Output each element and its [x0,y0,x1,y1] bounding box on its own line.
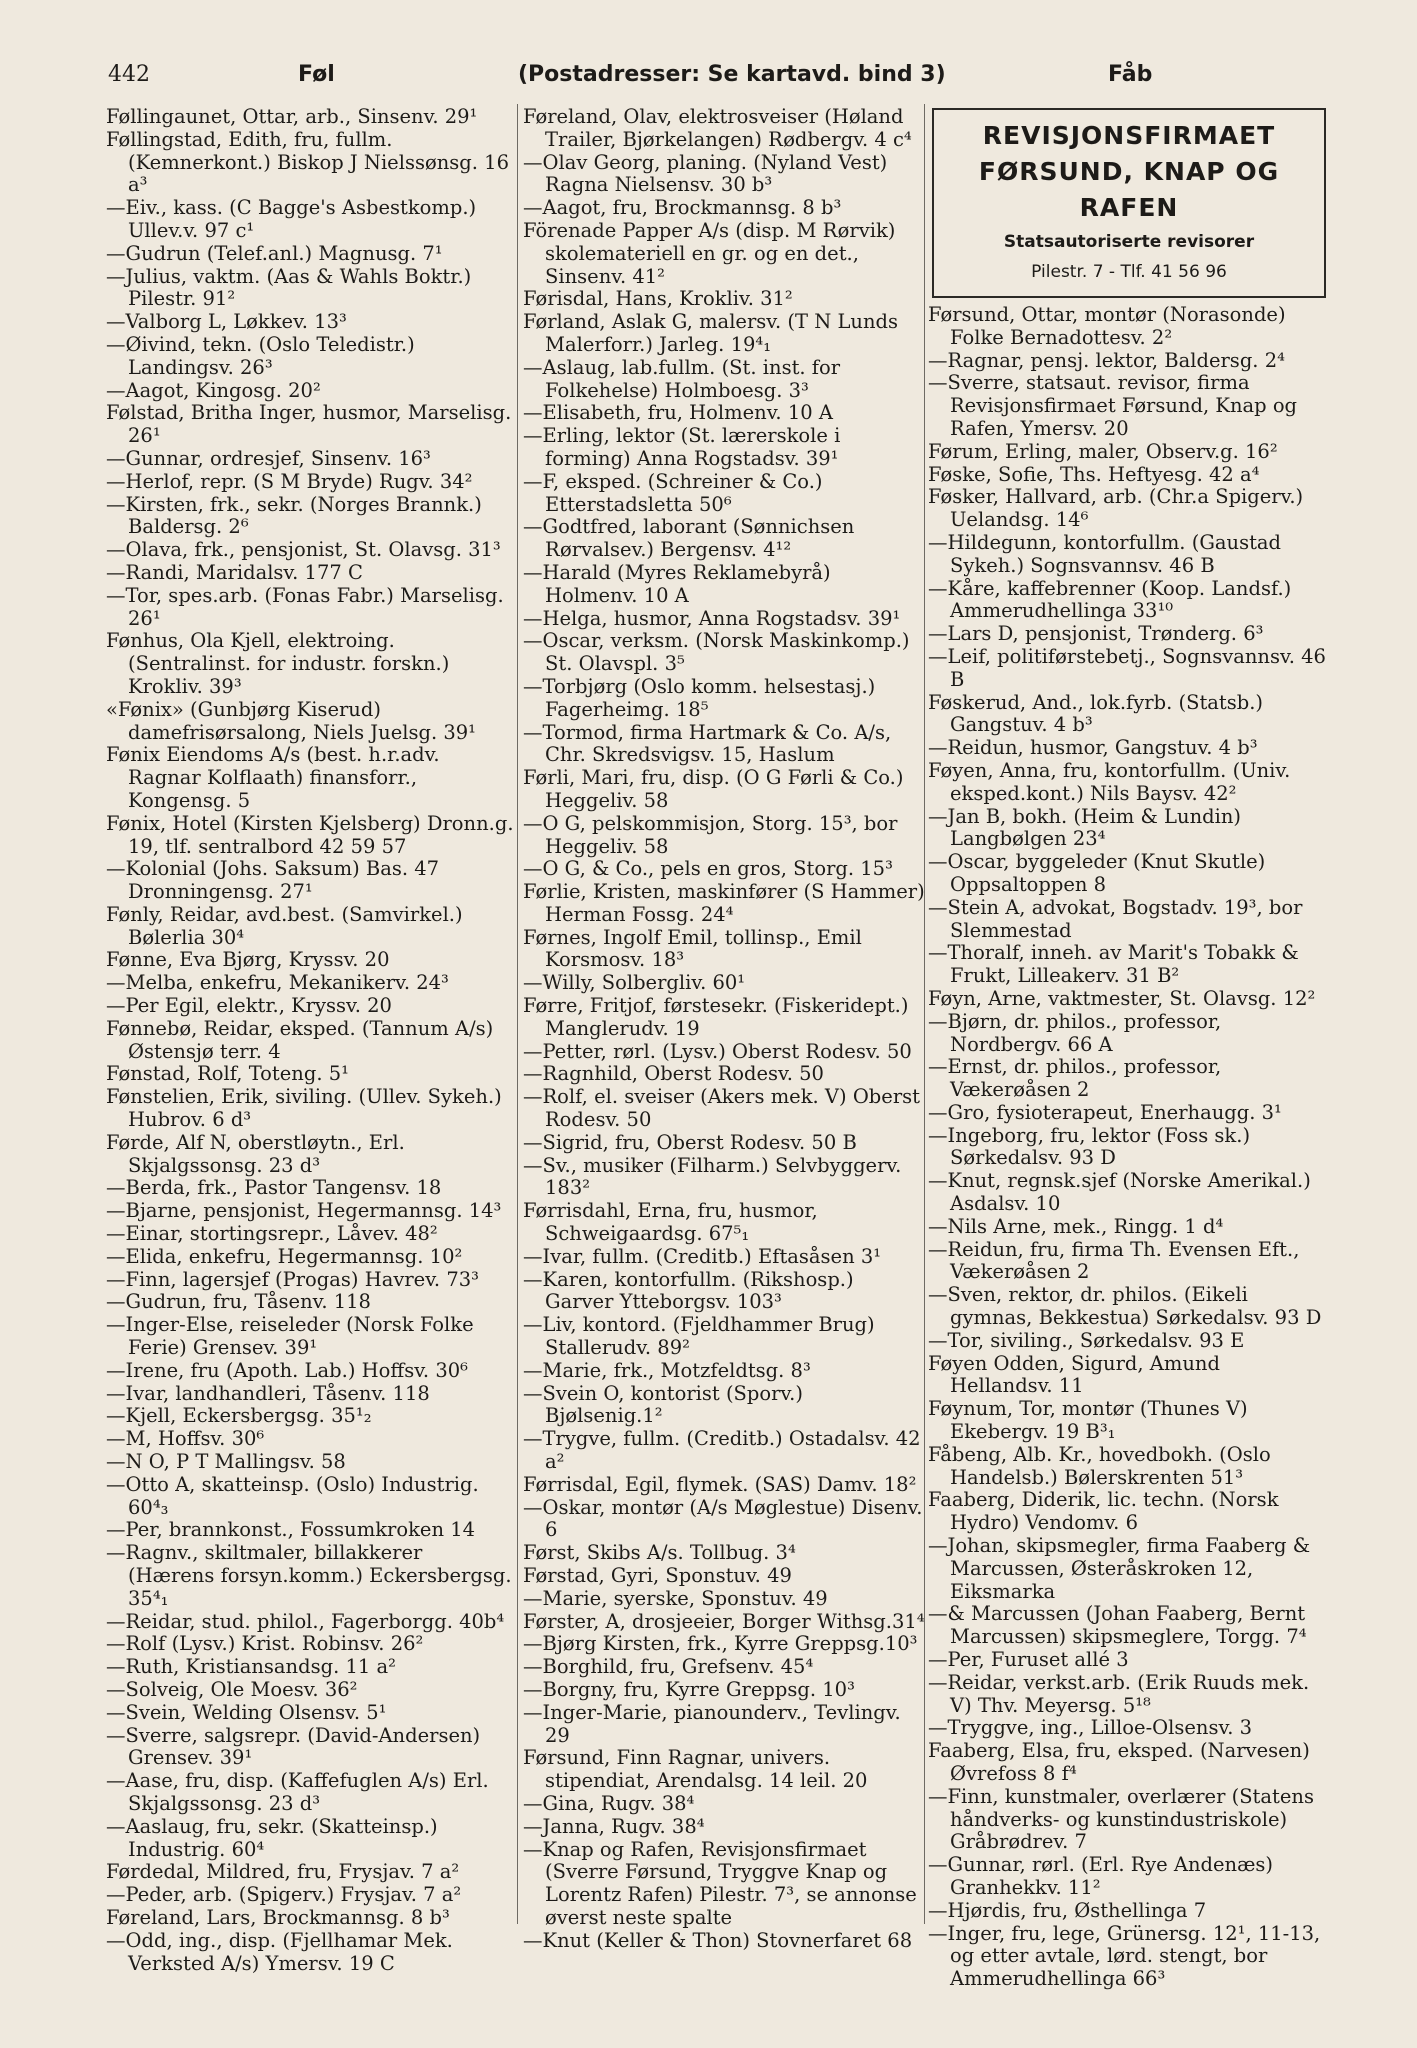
directory-entry: —Valborg L, Løkkev. 13³ [106,310,347,334]
directory-entry: —Rolf, el. sveiser (Akers mek. V) Oberst Rodesv. 50 [523,1085,920,1132]
directory-entry: Fønix, Hotel (Kirsten Kjelsberg) Dronn.g. 19, tlf. sentralbord 42 59 57 [106,811,514,858]
directory-entry: —Gunnar, rørl. (Erl. Rye Andenæs) Granhekkv. 11² [928,1853,1274,1899]
directory-entry: Fønnebø, Reidar, eksped. (Tannum A/s) Østensjø terr. 4 [106,1016,494,1063]
directory-entry: —Reidar, verkst.arb. (Erik Ruuds mek. V) Thv. Meyersg. 5¹⁸ [928,1670,1310,1717]
directory-entry: Fønne, Eva Bjørg, Kryssv. 20 [106,948,390,972]
directory-entry: Førli, Mari, fru, disp. (O G Førli & Co.) Heggeliv. 58 [523,766,904,812]
directory-entry: —Aagot, Kingosg. 20² [106,378,321,402]
directory-entry: Fønly, Reidar, avd.best. (Samvirkel.) Bølerlia 30⁴ [106,902,463,949]
directory-entry: Førre, Fritjof, førstesekr. (Fiskeridept.) Manglerudv. 19 [523,994,909,1040]
directory-entry: Førlie, Kristen, maskinfører (S Hammer) Herman Fossg. 24⁴ [523,880,925,926]
directory-entry: —Finn, kunstmaler, overlærer (Statens håndverks- og kunstindustriskole) Gråbrødrev. 7 [928,1784,1314,1854]
directory-entry: Fønix Eiendoms A/s (best. h.r.adv. Ragnar Kolflaath) finansforr., Kongensg. 5 [106,743,440,812]
directory-entry: Føllingstad, Edith, fru, fullm. (Kemnerkont.) Biskop J Nielssønsg. 16 a³ [106,127,509,197]
directory-entry: —Ingeborg, fru, lektor (Foss sk.) Sørkedalsv. 93 D [928,1123,1251,1170]
directory-entry: —Janna, Rugv. 38⁴ [523,1814,705,1838]
directory-entry: —Einar, stortingsrepr., Låvev. 48² [106,1222,438,1246]
directory-entry: —O G, & Co., pels en gros, Storg. 15³ [523,857,893,881]
directory-entry: Førsund, Finn Ragnar, univers. stipendiat, Arendalsg. 14 leil. 20 [523,1746,868,1793]
directory-entry: —Eiv., kass. (C Bagge's Asbestkomp.) Ullev.v. 97 c¹ [106,196,477,242]
directory-entry: —Peder, arb. (Spigerv.) Frysjav. 7 a² [106,1883,462,1907]
directory-entry: —Ivar, fullm. (Creditb.) Eftasåsen 3¹ [523,1244,882,1268]
directory-entry: —Knap og Rafen, Revisjonsfirmaet (Sverre Førsund, Tryggve Knap og Lorentz Rafen) Pilestr. 7³, se annonse øverst neste spalte [523,1837,917,1929]
directory-entry: —Tor, siviling., Sørkedalsv. 93 E [928,1328,1245,1352]
page-number: 442 [108,62,150,87]
directory-entry: —Godtfred, laborant (Sønnichsen Rørvalsev.) Bergensv. 4¹² [523,515,855,562]
directory-entry: Fønstad, Rolf, Toteng. 5¹ [106,1062,349,1086]
directory-entry: Førum, Erling, maler, Observ.g. 16² [928,439,1278,463]
directory-entry: —Julius, vaktm. (Aas & Wahls Boktr.) Pilestr. 91² [106,264,472,311]
directory-entry: —Oscar, verksm. (Norsk Maskinkomp.) St. Olavspl. 3⁵ [523,629,910,676]
directory-entry: —Kåre, kaffebrenner (Koop. Landsf.) Ammerudhellinga 33¹⁰ [928,576,1292,623]
directory-entry: —Lars D, pensjonist, Trønderg. 6³ [928,622,1264,646]
directory-entry: —Leif, politiførstebetj., Sognsvannsv. 46 B [928,644,1326,691]
directory-entry: —Liv, kontord. (Fjeldhammer Brug) Stallerudv. 89² [523,1313,875,1360]
directory-entry: —Johan, skipsmegler, firma Faaberg & Marcussen, Østeråskroken 12, Eiksmarka [928,1534,1311,1603]
directory-entry: Førrisdal, Egil, flymek. (SAS) Damv. 18² [523,1472,917,1496]
directory-entry: —Finn, lagersjef (Progas) Havrev. 73³ [106,1267,479,1291]
directory-entry: —Bjørn, dr. philos., professor, Nordbergv. 66 A [928,1009,1222,1056]
directory-entry: —Jan B, bokh. (Heim & Lundin) Langbølgen 23⁴ [928,804,1242,851]
directory-entry: Førster, A, drosjeeier, Borger Withsg.31⁴ [523,1609,925,1633]
directory-entry: —F, eksped. (Schreiner & Co.) Etterstadsletta 50⁶ [523,469,823,516]
ad-firm-name: FØRSUND, KNAP OG RAFEN [978,157,1280,222]
directory-entry: —Tor, spes.arb. (Fonas Fabr.) Marselisg. 26¹ [106,583,504,630]
directory-entry: —Nils Arne, mek., Ringg. 1 d⁴ [928,1214,1224,1238]
advertisement-box [932,108,1326,298]
directory-entry: —Per Egil, elektr., Kryssv. 20 [106,994,392,1018]
directory-entry: —Thoralf, inneh. av Marit's Tobakk & Frukt, Lilleakerv. 31 B² [928,941,1299,988]
directory-entry: —Kirsten, frk., sekr. (Norges Brannk.) Baldersg. 2⁶ [106,492,482,539]
directory-entry: Fønhus, Ola Kjell, elektroing. (Sentralinst. for industr. forskn.) Krokliv. 39³ [106,629,450,698]
directory-entry: —Ragnar, pensj. lektor, Baldersg. 2⁴ [928,348,1285,372]
directory-entry: —Sverre, statsaut. revisor, firma Revisjonsfirmaet Førsund, Knap og Rafen, Ymersv. 20 [928,371,1298,440]
directory-entry: Føsker, Hallvard, arb. (Chr.a Spigerv.) Uelandsg. 14⁶ [928,485,1304,532]
directory-entry: —Ivar, landhandleri, Tåsenv. 118 [106,1381,430,1405]
directory-entry: Førdedal, Mildred, fru, Frysjav. 7 a² [106,1860,460,1884]
header-center-text: (Postadresser: Se kartavd. bind 3) [518,62,946,87]
ad-subtitle: Statsautoriserte revisorer [1003,232,1255,252]
directory-entry: —Sverre, salgsrepr. (David-Andersen) Grensev. 39¹ [106,1723,481,1770]
directory-entry: —Aagot, fru, Brockmannsg. 8 b³ [523,196,842,220]
directory-entry: Førrisdahl, Erna, fru, husmor, Schweigaardsg. 67⁵₁ [523,1199,818,1246]
directory-entry: —Kolonial (Johs. Saksum) Bas. 47 Dronningensg. 27¹ [106,857,440,904]
directory-entry: —Ruth, Kristiansandsg. 11 a² [106,1655,396,1679]
directory-entry: «Fønix» (Gunbjørg Kiserud) damefrisørsalong, Niels Juelsg. 39¹ [106,697,476,744]
directory-entry: —Stein A, advokat, Bogstadv. 19³, bor Slemmestad [928,895,1303,942]
directory-entry: —Sigrid, fru, Oberst Rodesv. 50 B [523,1130,857,1154]
directory-entry: —Olava, frk., pensjonist, St. Olavsg. 31³ [106,538,501,562]
directory-entry: —Svein O, kontorist (Sporv.) Bjølsenig.1² [523,1381,803,1428]
directory-entry: Førde, Alf N, oberstløytn., Erl. Skjalgssonsg. 23 d³ [106,1130,405,1177]
directory-entry: —Erling, lektor (St. lærerskole i forming) Anna Rogstadsv. 39¹ [523,424,841,470]
directory-entry: —Inger-Marie, pianounderv., Tevlingv. 29 [523,1700,901,1747]
directory-entry: Faaberg, Elsa, fru, eksped. (Narvesen) Øvrefoss 8 f⁴ [928,1739,1310,1785]
ad-contact: Pilestr. 7 - Tlf. 41 56 96 [1031,262,1227,282]
directory-entry: —Tormod, firma Hartmark & Co. A/s, Chr. Skredsvigsv. 15, Haslum [523,720,892,767]
directory-entry: Førsund, Ottar, montør (Norasonde) Folke Bernadottesv. 2² [928,303,1286,349]
directory-entry: —Ernst, dr. philos., professor, Vækerøåsen 2 [928,1055,1222,1102]
directory-entry: Førland, Aslak G, malersv. (T N Lunds Malerforr.) Jarleg. 19⁴₁ [523,310,899,356]
directory-entry: —Marie, frk., Motzfeldtsg. 8³ [523,1358,811,1382]
directory-entry: —Herlof, repr. (S M Bryde) Rugv. 34² [106,469,473,493]
directory-entry: —Øivind, tekn. (Oslo Teledistr.) Landingsv. 26³ [106,332,415,379]
header-right-word: Fåb [1108,62,1153,87]
directory-entry: —Trygve, fullm. (Creditb.) Ostadalsv. 42 a² [523,1427,921,1474]
directory-entry: Førstad, Gyri, Sponstuv. 49 [523,1564,792,1587]
directory-entry: Fønstelien, Erik, siviling. (Ullev. Sykeh.) Hubrov. 6 d³ [106,1085,502,1132]
directory-entry: —Marie, syerske, Sponstuv. 49 [523,1586,828,1610]
directory-entry: —Berda, frk., Pastor Tangensv. 18 [106,1176,442,1200]
directory-column-1 [106,106,514,1975]
directory-entry: —Sv., musiker (Filharm.) Selvbyggerv. 183² [523,1153,902,1200]
directory-entry: Faaberg, Diderik, lic. techn. (Norsk Hydro) Vendomv. 6 [928,1488,1279,1535]
directory-entry: —M, Hoffsv. 30⁶ [106,1427,265,1451]
directory-entry: —Borghild, fru, Grefsenv. 45⁴ [523,1655,814,1679]
directory-entry: —O G, pelskommisjon, Storg. 15³, bor Heggeliv. 58 [523,811,898,858]
directory-entry: —Sven, rektor, dr. philos. (Eikeli gymnas, Bekkestua) Sørkedalsv. 93 D [928,1283,1322,1330]
header-left-word: Føl [298,62,335,87]
directory-entry: Føyn, Arne, vaktmester, St. Olavsg. 12² [928,986,1316,1010]
column-divider [517,104,518,1924]
directory-entry: —Hildegunn, kontorfullm. (Gaustad Sykeh.) Sognsvannsv. 46 B [928,530,1282,577]
directory-entry: —Petter, rørl. (Lysv.) Oberst Rodesv. 50 [523,1039,912,1063]
directory-entry: Føreland, Lars, Brockmannsg. 8 b³ [106,1905,450,1929]
directory-entry: Føyen Odden, Sigurd, Amund Hellandsv. 11 [928,1351,1220,1398]
directory-entry: —Helga, husmor, Anna Rogstadsv. 39¹ [523,606,901,630]
directory-entry: —Kjell, Eckersbergsg. 35¹₂ [106,1404,372,1428]
directory-entry: —Harald (Myres Reklamebyrå) Holmenv. 10 A [523,560,831,607]
directory-entry: —Per, Furuset allé 3 [928,1648,1129,1672]
directory-entry: Førnes, Ingolf Emil, tollinsp., Emil Korsmosv. 18³ [523,925,862,972]
directory-entry: —Reidun, husmor, Gangstuv. 4 b³ [928,736,1258,760]
directory-entry: —N O, P T Mallingsv. 58 [106,1450,346,1474]
directory-entry: —Reidun, fru, firma Th. Evensen Eft., Vækerøåsen 2 [928,1237,1300,1284]
directory-entry: —Gina, Rugv. 38⁴ [523,1791,695,1815]
directory-entry: Fåbeng, Alb. Kr., hovedbokh. (Oslo Handelsb.) Bølerskrenten 51³ [928,1442,1271,1489]
directory-column-3 [928,108,1326,1991]
directory-column-3-entries [928,304,1326,1991]
directory-entry: —Inger, fru, lege, Grünersg. 12¹, 11-13, og etter avtale, lørd. stengt, bor Ammerudhellinga 66³ [928,1921,1321,1991]
directory-entry: —Elida, enkefru, Hegermannsg. 10² [106,1244,463,1268]
directory-entry: Føreland, Olav, elektrosveiser (Høland Trailer, Bjørkelangen) Rødbergv. 4 c⁴ [523,105,912,151]
directory-entry: —Tryggve, ing., Lilloe-Olsensv. 3 [928,1716,1253,1740]
directory-entry: —Svein, Welding Olsensv. 5¹ [106,1700,387,1724]
directory-entry: —Knut (Keller & Thon) Stovnerfaret 68 [523,1928,913,1952]
directory-entry: —Irene, fru (Apoth. Lab.) Hoffsv. 30⁶ [106,1358,468,1382]
directory-entry: —Gro, fysioterapeut, Enerhaugg. 3¹ [928,1100,1282,1124]
directory-entry: Føske, Sofie, Ths. Heftyesg. 42 a⁴ [928,462,1260,486]
directory-entry: —Oscar, byggeleder (Knut Skutle) Oppsaltoppen 8 [928,850,1266,896]
directory-entry: —Per, brannkonst., Fossumkroken 14 [106,1518,476,1542]
directory-entry: —Willy, Solbergliv. 60¹ [523,971,746,995]
directory-entry: —Aase, fru, disp. (Kaffefuglen A/s) Erl. Skjalgssonsg. 23 d³ [106,1769,489,1815]
directory-entry: —Aslaug, lab.fullm. (St. inst. for Folkehelse) Holmboesg. 3³ [523,355,841,402]
directory-entry: —Gunnar, ordresjef, Sinsenv. 16³ [106,446,431,470]
directory-entry: —Torbjørg (Oslo komm. helsestasj.) Fagerheimg. 18⁵ [523,674,876,721]
directory-entry: —Inger-Else, reiseleder (Norsk Folke Ferie) Grensev. 39¹ [106,1313,474,1360]
directory-entry: —Karen, kontorfullm. (Rikshosp.) Garver Ytteborgsv. 103³ [523,1267,854,1314]
directory-entry: Føllingaunet, Ottar, arb., Sinsenv. 29¹ [106,105,478,128]
directory-entry: —Gudrun, fru, Tåsenv. 118 [106,1290,371,1314]
directory-entry: —Elisabeth, fru, Holmenv. 10 A [523,401,833,425]
ad-firm-label: REVISJONSFIRMAET [982,121,1276,150]
directory-entry: —Otto A, skatteinsp. (Oslo) Industrig. 60⁴₃ [106,1472,479,1519]
directory-entry: —Knut, regnsk.sjef (Norske Amerikal.) Asdalsv. 10 [928,1169,1311,1216]
directory-entry: Förenade Papper A/s (disp. M Rørvik) skolemateriell en gr. og en det., Sinsenv. 41² [523,218,896,288]
directory-entry: —Oskar, montør (A/s Møglestue) Disenv. 6 [523,1495,923,1542]
directory-column-2 [523,106,925,1953]
directory-entry: —Reidar, stud. philol., Fagerborgg. 40b⁴ [106,1609,505,1633]
directory-entry: —Bjørg Kirsten, frk., Kyrre Greppsg.10³ [523,1632,918,1656]
directory-entry: —Borgny, fru, Kyrre Greppsg. 10³ [523,1677,855,1701]
directory-entry: —& Marcussen (Johan Faaberg, Bernt Marcussen) skipsmeglere, Torgg. 7⁴ [928,1602,1307,1649]
directory-entry: Føynum, Tor, montør (Thunes V) Ekebergv. 19 B³₁ [928,1397,1248,1444]
directory-entry: —Rolf (Lysv.) Krist. Robinsv. 26² [106,1632,424,1656]
directory-entry: —Odd, ing., disp. (Fjellhamar Mek. Verksted A/s) Ymersv. 19 C [106,1928,453,1975]
directory-entry: —Melba, enkefru, Mekanikerv. 24³ [106,971,449,995]
directory-entry: —Hjørdis, fru, Østhellinga 7 [928,1898,1207,1922]
directory-entry: —Randi, Maridalsv. 177 C [106,560,363,584]
directory-entry: Føskerud, And., lok.fyrb. (Statsb.) Gangstuv. 4 b³ [928,690,1264,737]
directory-entry: Føyen, Anna, fru, kontorfullm. (Univ. eksped.kont.) Nils Baysv. 42² [928,758,1291,805]
directory-entry: Følstad, Britha Inger, husmor, Marselisg. 26¹ [106,401,512,448]
directory-entry: —Ragnhild, Oberst Rodesv. 50 [523,1062,824,1086]
directory-entry: —Aaslaug, fru, sekr. (Skatteinsp.) Industrig. 60⁴ [106,1814,438,1861]
directory-entry: Først, Skibs A/s. Tollbug. 3⁴ [523,1541,796,1565]
directory-entry: —Olav Georg, planing. (Nyland Vest) Ragna Nielsensv. 30 b³ [523,150,888,197]
directory-entry: —Gudrun (Telef.anl.) Magnusg. 7¹ [106,241,443,265]
directory-entry: —Solveig, Ole Moesv. 36² [106,1677,358,1701]
page-header [108,62,1318,98]
directory-entry: —Bjarne, pensjonist, Hegermannsg. 14³ [106,1199,502,1223]
directory-entry: Førisdal, Hans, Krokliv. 31² [523,287,793,311]
directory-entry: —Ragnv., skiltmaler, billakkerer (Hærens forsyn.komm.) Eckersbergsg. 35⁴₁ [106,1541,512,1610]
